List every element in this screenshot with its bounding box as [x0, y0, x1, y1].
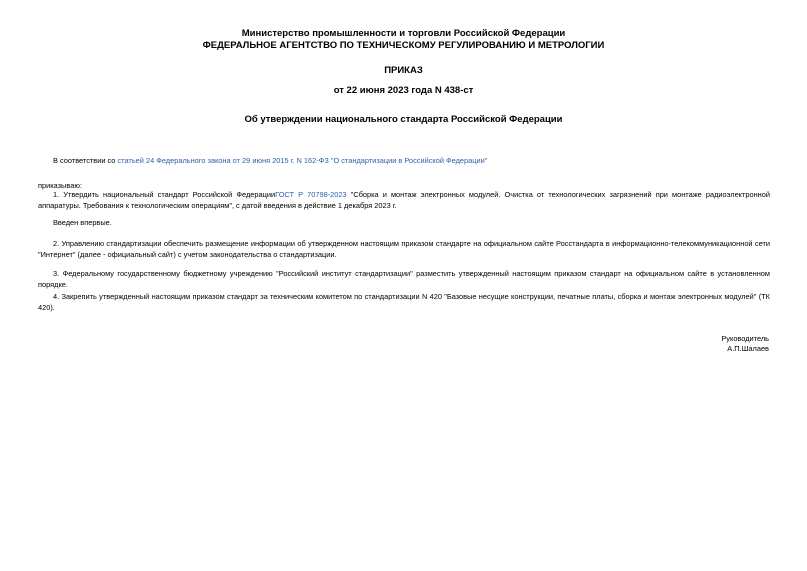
item-1-text: 1. Утвердить национальный стандарт Российской Федерации — [53, 190, 276, 199]
introduced-first-note: Введен впервые. — [53, 218, 112, 227]
signatory-name: А.П.Шалаев — [727, 344, 769, 353]
federal-law-link[interactable]: статьей 24 Федерального закона от 29 июня 2015 г. N 162-ФЗ "О стандартизации в Российской Федерации" — [117, 156, 488, 165]
document-title: Об утверждении национального стандарта Российской Федерации — [244, 114, 563, 125]
preamble-text: В соответствии со — [53, 156, 118, 165]
gost-link[interactable]: ГОСТ Р 70798-2023 — [275, 190, 347, 199]
item-2-paragraph: 2. Управлению стандартизации обеспечить размещение информации об утвержденном настоящим приказом стандарте на официальном сайте Росстандарта в информационно-телекоммуникационной сети "Интернет" (далее - официальный сайт) с учетом законодательства о стандартизации. — [38, 239, 770, 259]
item-1-paragraph — [38, 189, 770, 211]
order-word: приказываю: — [38, 181, 82, 190]
item-3-paragraph: 3. Федеральному государственному бюджетному учреждению "Российский институт стандартизации" разместить утвержденный настоящим приказом стандарт на официальном сайте в установленном порядке. — [38, 269, 770, 289]
item-1-text-continued: "Сборка и монтаж электронных модулей. Очистка от технологических загрязнений при монтаже радиоэлектронной аппаратуры. Требования к технологическим операциям", с датой введения в действие 1 декабря 2023 г. — [38, 190, 770, 210]
document-type: ПРИКАЗ — [384, 65, 423, 76]
ministry-name: Министерство промышленности и торговли Российской Федерации — [241, 28, 566, 39]
agency-name: ФЕДЕРАЛЬНОЕ АГЕНТСТВО ПО ТЕХНИЧЕСКОМУ РЕГУЛИРОВАНИЮ И МЕТРОЛОГИИ — [202, 40, 605, 51]
signatory-position: Руководитель — [721, 334, 769, 343]
preamble-paragraph — [38, 155, 770, 166]
item-4-paragraph: 4. Закрепить утвержденный настоящим приказом стандарт за техническим комитетом по стандартизации N 420 "Базовые несущие конструкции, печатные платы, сборка и монтаж электронных модулей" (ТК 420). — [38, 292, 770, 312]
document-date-number: от 22 июня 2023 года N 438-ст — [333, 85, 474, 96]
